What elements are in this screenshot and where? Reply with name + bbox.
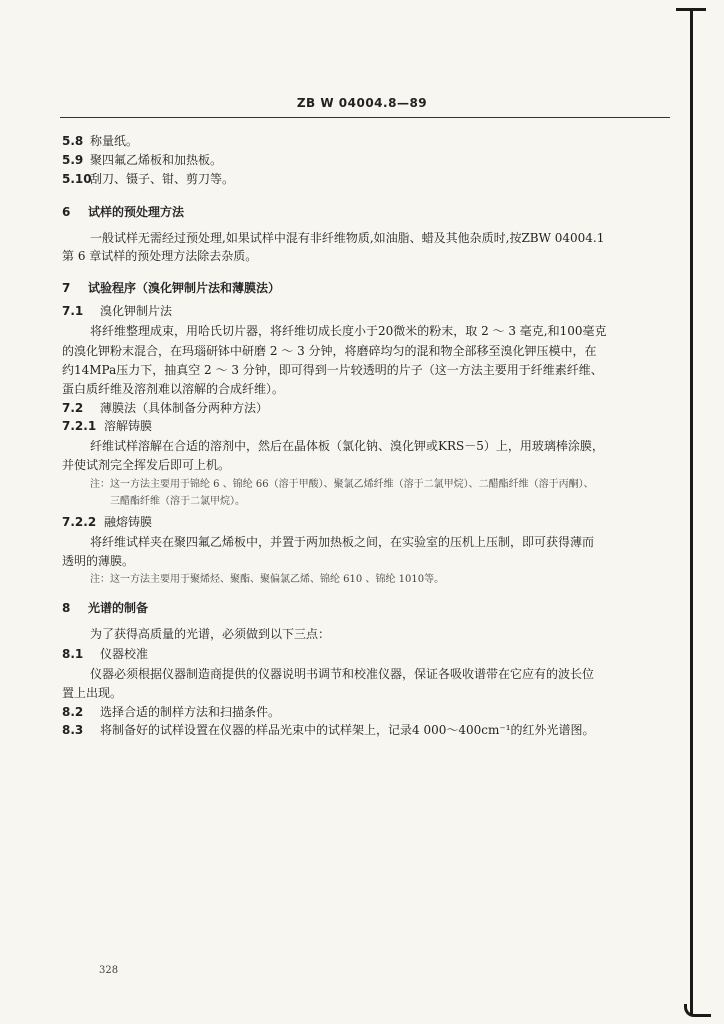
item-8-2: 8.2 选择合适的制样方法和扫描条件。 bbox=[62, 705, 281, 719]
paragraph-line: 约14MPa压力下，抽真空 2 ～ 3 分钟，即可得到一片较透明的片子（这一方法主要用于纤维素纤维、 bbox=[62, 363, 603, 377]
paragraph-line: 将纤维试样夹在聚四氟乙烯板中，并置于两加热板之间，在实验室的压机上压制，即可获得薄而 bbox=[90, 535, 595, 549]
note-line: 注：这一方法主要用于聚烯烃、聚酯、聚偏氯乙烯、锦纶 610 、锦纶 1010等。 bbox=[90, 574, 445, 585]
paragraph-line: 第 6 章试样的预处理方法除去杂质。 bbox=[62, 249, 258, 263]
page-number: 328 bbox=[99, 965, 119, 976]
paragraph-line: 纤维试样溶解在合适的溶剂中，然后在晶体板（氯化钠、溴化钾或KRS－5）上，用玻璃棒涂膜， bbox=[90, 439, 604, 453]
binding-mark-bottom bbox=[684, 1004, 711, 1017]
paragraph-line: 将纤维整理成束，用哈氏切片器，将纤维切成长度小于20微米的粉末，取 2 ～ 3 毫克,和100毫克 bbox=[90, 324, 607, 338]
section-8-heading: 8 光谱的制备 bbox=[62, 601, 149, 615]
standard-number-header: ZB W 04004.8—89 bbox=[296, 96, 428, 110]
header-rule bbox=[60, 117, 670, 118]
note-line: 三醋酯纤维（溶于二氯甲烷）。 bbox=[110, 496, 245, 507]
paragraph-line: 蛋白质纤维及溶剂难以溶解的合成纤维）。 bbox=[62, 382, 285, 396]
paragraph-line: 为了获得高质量的光谱，必须做到以下三点： bbox=[90, 627, 331, 641]
section-7-2-heading: 7.2 薄膜法（具体制备分两种方法） bbox=[62, 401, 269, 415]
binding-line bbox=[690, 8, 693, 1016]
section-7-heading: 7 试验程序（溴化钾制片法和薄膜法） bbox=[62, 281, 281, 295]
paragraph-line: 一般试样无需经过预处理,如果试样中混有非纤维物质,如油脂、蜡及其他杂质时,按ZBW 04004.1 bbox=[90, 231, 605, 245]
section-6-heading: 6 试样的预处理方法 bbox=[62, 205, 185, 219]
section-7-2-2-heading: 7.2.2 融熔铸膜 bbox=[62, 515, 153, 529]
section-8-1-heading: 8.1 仪器校准 bbox=[62, 647, 149, 661]
section-7-2-1-heading: 7.2.1 溶解铸膜 bbox=[62, 419, 153, 433]
item-5-8: 5.8 称量纸。 bbox=[62, 134, 139, 148]
note-line: 注：这一方法主要用于锦纶 6 、锦纶 66（溶于甲酸）、聚氯乙烯纤维（溶于二氯甲烷）、二醋酯纤维（溶于丙酮）、 bbox=[90, 479, 594, 490]
item-5-9: 5.9 聚四氟乙烯板和加热板。 bbox=[62, 153, 223, 167]
paragraph-line: 并使试剂完全挥发后即可上机。 bbox=[62, 458, 231, 472]
paragraph-line: 透明的薄膜。 bbox=[62, 554, 135, 568]
item-5-10: 5.10刮刀、镊子、钳、剪刀等。 bbox=[62, 172, 235, 186]
paragraph-line: 的溴化钾粉末混合，在玛瑙研钵中研磨 2 ～ 3 分钟，将磨碎均匀的混和物全部移至溴化钾压模中，在 bbox=[62, 344, 597, 358]
item-8-3: 8.3 将制备好的试样设置在仪器的样品光束中的试样架上，记录4 000～400cm⁻¹的红外光谱图。 bbox=[62, 723, 595, 737]
paragraph-line: 仪器必须根据仪器制造商提供的仪器说明书调节和校准仪器，保证各吸收谱带在它应有的波长位 bbox=[90, 667, 595, 681]
paragraph-line: 置上出现。 bbox=[62, 686, 123, 700]
section-7-1-heading: 7.1 溴化钾制片法 bbox=[62, 304, 173, 318]
